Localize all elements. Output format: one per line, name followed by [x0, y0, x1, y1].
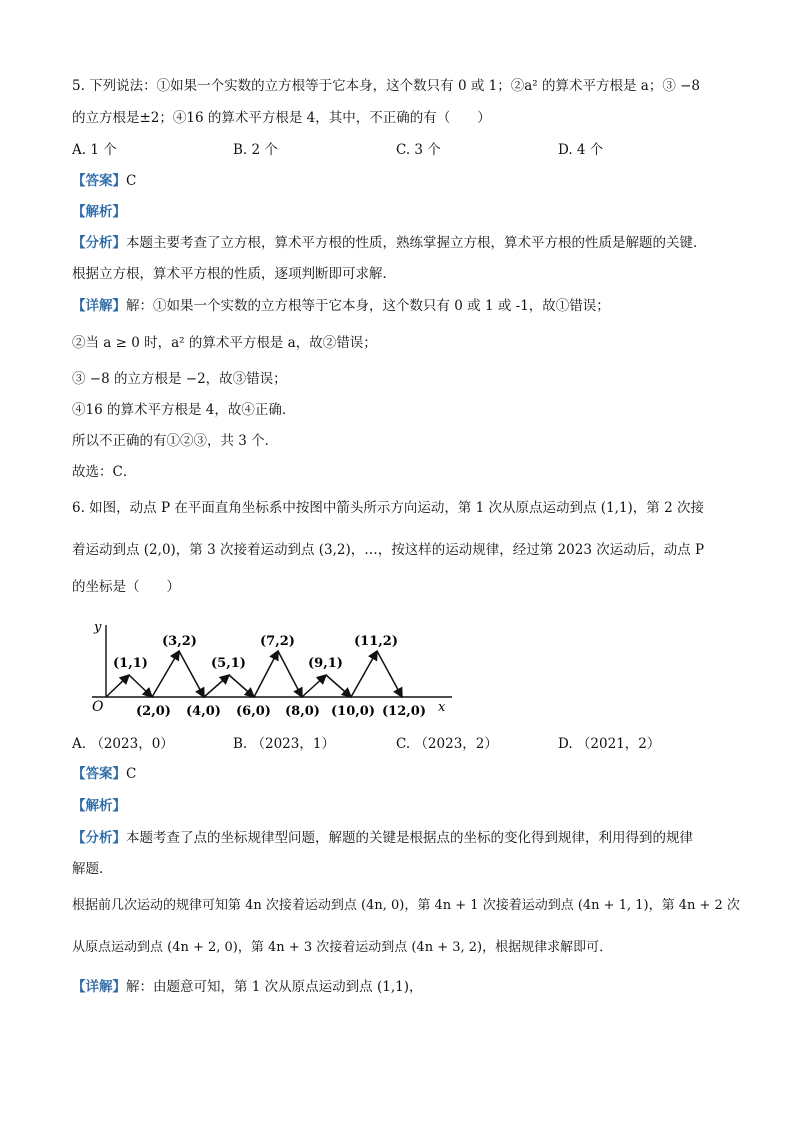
point-label: (7,2): [260, 634, 295, 649]
q5-fenxi-line1: [72, 233, 707, 253]
q5-analysis-line: [72, 202, 126, 222]
q6-detail-line1: [72, 977, 422, 997]
q6-analysis-tag: 【解析】: [72, 798, 126, 814]
q6-option-c: C. （2023，2）: [396, 736, 498, 752]
q5-fenxi-line2: 根据立方根，算术平方根的性质，逐项判断即可求解．: [72, 266, 396, 282]
q5-detail-line2: ②当 a ≥ 0 时，a² 的算术平方根是 a，故②错误；: [72, 335, 377, 351]
point-label: (6,0): [236, 704, 271, 719]
q6-fenxi-line2: 解题．: [72, 861, 113, 877]
q5-detail-text1: 解：①如果一个实数的立方根等于它本身，这个数只有 0 或 1 或 -1，故①错误；: [126, 298, 610, 314]
q6-option-a: A. （2023，0）: [72, 736, 174, 752]
path-segment: [129, 675, 152, 697]
q6-analysis-line: [72, 796, 126, 816]
q6-fenxi-text1: 本题考查了点的坐标规律型问题，解题的关键是根据点的坐标的变化得到规律，利用得到的规律: [126, 830, 693, 846]
point-label: (8,0): [285, 704, 320, 719]
point-label: (12,0): [382, 704, 426, 719]
point-label: (10,0): [331, 704, 375, 719]
q5-fenxi-tag: 【分析】: [72, 235, 126, 251]
q6-stem-line2: 着运动到点 (2,0)，第 3 次接着运动到点 (3,2)，…，按这样的运动规律，经过第 2023 次运动后，动点 P: [72, 542, 705, 558]
q5-answer: C: [126, 173, 137, 189]
q6-stem-line3: 的坐标是（ ）: [72, 579, 180, 595]
q6-motion-figure: [72, 615, 462, 720]
path-segment: [302, 675, 326, 697]
q5-stem-line1: 5. 下列说法：①如果一个实数的立方根等于它本身，这个数只有 0 或 1；②a² 的算术平方根是 a；③ −8: [72, 78, 701, 94]
q5-option-c: C. 3 个: [396, 142, 441, 158]
point-label: (4,0): [186, 704, 221, 719]
origin-label: O: [92, 699, 104, 715]
q5-answer-line: [72, 171, 136, 191]
q5-detail-line3: ③ −8 的立方根是 −2，故③错误；: [72, 371, 287, 387]
q5-detail-line6: 故选：C．: [72, 464, 137, 480]
q5-detail-tag: 【详解】: [72, 298, 126, 314]
q5-option-b: B. 2 个: [233, 142, 278, 158]
q6-rule-line2: 从原点运动到点 (4n + 2, 0)，第 4n + 3 次接着运动到点 (4n + 3, 2)，根据规律求解即可．: [72, 940, 613, 955]
q5-option-a: A. 1 个: [72, 142, 117, 158]
q5-answer-tag: 【答案】: [72, 173, 126, 189]
point-label: (11,2): [354, 634, 398, 649]
path-segment: [351, 651, 377, 697]
q5-option-d: D. 4 个: [558, 142, 604, 158]
q5-detail-line4: ④16 的算术平方根是 4，故④正确．: [72, 402, 296, 418]
q5-analysis-tag: 【解析】: [72, 204, 126, 220]
q6-option-d: D. （2021，2）: [558, 736, 661, 752]
q6-answer-tag: 【答案】: [72, 766, 126, 782]
point-label: (9,1): [308, 656, 343, 671]
path-segment: [229, 675, 254, 697]
point-label: (3,2): [162, 634, 197, 649]
motion-path: [106, 651, 402, 697]
path-segment: [179, 651, 204, 697]
path-segment: [152, 651, 179, 697]
q5-detail-line5: 所以不正确的有①②③，共 3 个．: [72, 433, 279, 449]
path-segment: [278, 651, 302, 697]
q6-rule-line1: 根据前几次运动的规律可知第 4n 次接着运动到点 (4n, 0)，第 4n + 1 次接着运动到点 (4n + 1, 1)，第 4n + 2 次: [72, 898, 740, 913]
q6-answer-line: [72, 764, 136, 784]
point-label: (5,1): [211, 656, 246, 671]
q6-option-b: B. （2023，1）: [233, 736, 335, 752]
path-segment: [326, 675, 351, 697]
q5-fenxi-text1: 本题主要考查了立方根，算术平方根的性质，熟练掌握立方根，算术平方根的性质是解题的关键．: [126, 235, 707, 251]
q6-fenxi-tag: 【分析】: [72, 830, 126, 846]
q5-stem-line2: 的立方根是±2；④16 的算术平方根是 4，其中，不正确的有（ ）: [72, 110, 491, 126]
path-segment: [377, 651, 402, 697]
q6-detail-text1: 解：由题意可知，第 1 次从原点运动到点 (1,1)，: [126, 979, 423, 995]
q5-detail-line1: [72, 296, 610, 316]
y-axis-label: y: [94, 620, 102, 635]
q6-answer: C: [126, 766, 137, 782]
q6-detail-tag: 【详解】: [72, 979, 126, 995]
q6-stem-line1: 6. 如图，动点 P 在平面直角坐标系中按图中箭头所示方向运动，第 1 次从原点运动到点 (1,1)，第 2 次接: [72, 500, 704, 516]
x-axis-label: x: [438, 700, 446, 715]
path-segment: [254, 651, 278, 697]
point-label: (2,0): [136, 704, 171, 719]
q6-fenxi-line1: [72, 828, 693, 848]
path-segment: [106, 675, 129, 697]
path-segment: [204, 675, 229, 697]
point-label: (1,1): [113, 656, 148, 671]
